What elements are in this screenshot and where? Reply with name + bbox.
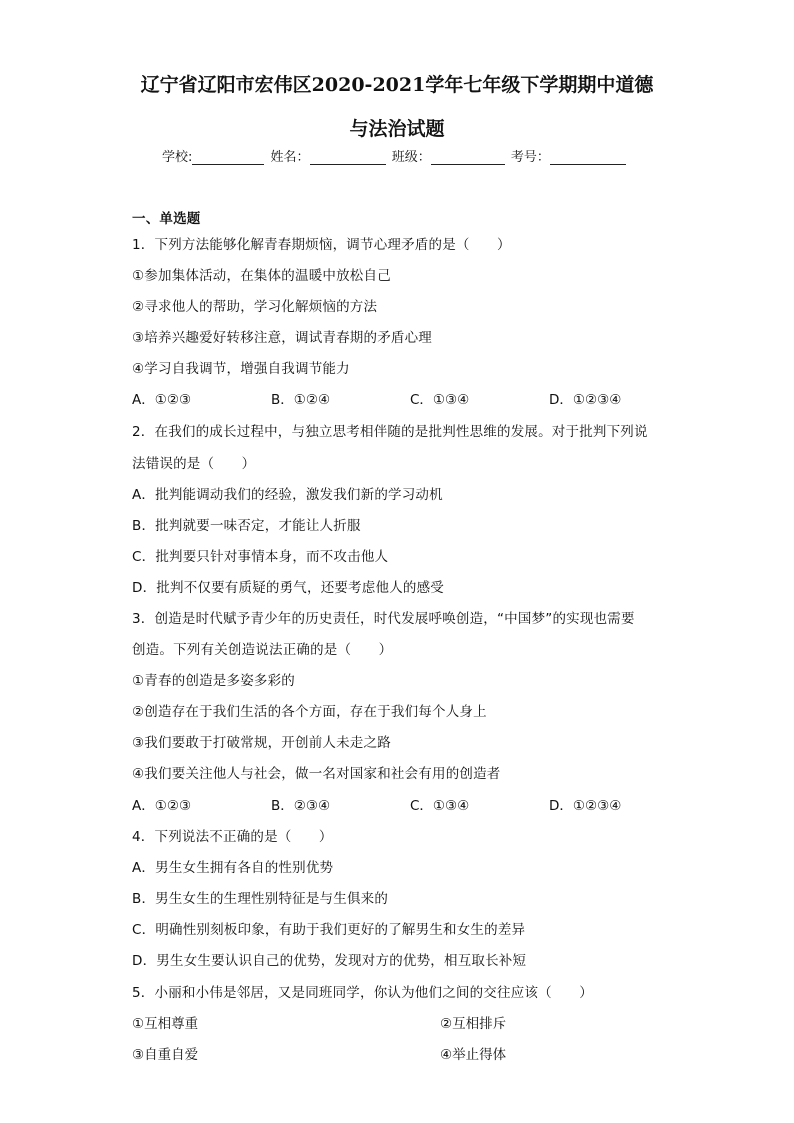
q3-stem-line1: 3．创造是时代赋予青少年的历史责任，时代发展呼唤创造，“中国梦”的实现也需要 bbox=[132, 611, 635, 627]
q4-option-b: B．男生女生的生理性别特征是与生俱来的 bbox=[132, 891, 389, 907]
q1-item-4: ④学习自我调节，增强自我调节能力 bbox=[132, 361, 350, 377]
q1-item-1: ①参加集体活动，在集体的温暖中放松自己 bbox=[132, 268, 391, 284]
q2-option-a: A．批判能调动我们的经验，激发我们新的学习动机 bbox=[132, 487, 443, 503]
q2-stem-line2: 法错误的是（ ） bbox=[132, 456, 256, 472]
q5-item-4: ④举止得体 bbox=[440, 1047, 507, 1063]
school-blank bbox=[192, 150, 264, 165]
q1-stem: 1．下列方法能够化解青春期烦恼，调节心理矛盾的是（ ） bbox=[132, 237, 511, 253]
school-label: 学校: bbox=[162, 150, 193, 165]
section-heading: 一、单选题 bbox=[132, 211, 201, 227]
q2-option-c: C．批判要只针对事情本身，而不攻击他人 bbox=[132, 549, 389, 565]
q3-stem-line2: 创造。下列有关创造说法正确的是（ ） bbox=[132, 642, 393, 658]
q1-option-a: A．①②③ bbox=[132, 392, 192, 408]
q5-item-1: ①互相尊重 bbox=[132, 1016, 199, 1032]
q1-item-3: ③培养兴趣爱好转移注意，调试青春期的矛盾心理 bbox=[132, 330, 433, 346]
q3-item-2: ②创造存在于我们生活的各个方面，存在于我们每个人身上 bbox=[132, 704, 487, 720]
document-title-line1: 辽宁省辽阳市宏伟区2020-2021学年七年级下学期期中道德 bbox=[140, 74, 654, 96]
document-title-line2: 与法治试题 bbox=[349, 118, 445, 140]
class-label: 班级： bbox=[391, 150, 431, 165]
q3-item-3: ③我们要敢于打破常规，开创前人未走之路 bbox=[132, 735, 391, 751]
q2-option-d: D．批判不仅要有质疑的勇气，还要考虑他人的感受 bbox=[132, 580, 444, 596]
q3-option-c: C．①③④ bbox=[410, 798, 470, 814]
q5-item-2: ②互相排斥 bbox=[440, 1016, 507, 1032]
q4-option-c: C．明确性别刻板印象，有助于我们更好的了解男生和女生的差异 bbox=[132, 922, 526, 938]
q3-item-4: ④我们要关注他人与社会，做一名对国家和社会有用的创造者 bbox=[132, 766, 501, 782]
q1-option-d: D．①②③④ bbox=[549, 392, 622, 408]
q1-option-c: C．①③④ bbox=[410, 392, 470, 408]
q3-option-b: B．②③④ bbox=[271, 798, 331, 814]
student-info-fields bbox=[162, 146, 628, 165]
name-blank bbox=[310, 150, 386, 165]
q3-option-a: A．①②③ bbox=[132, 798, 192, 814]
q3-option-d: D．①②③④ bbox=[549, 798, 622, 814]
q1-item-2: ②寻求他人的帮助，学习化解烦恼的方法 bbox=[132, 299, 378, 315]
q2-option-b: B．批判就要一味否定，才能让人折服 bbox=[132, 518, 361, 534]
q4-option-a: A．男生女生拥有各自的性别优势 bbox=[132, 860, 334, 876]
q4-stem: 4．下列说法不正确的是（ ） bbox=[132, 829, 333, 845]
q2-stem-line1: 2．在我们的成长过程中，与独立思考相伴随的是批判性思维的发展。对于批判下列说 bbox=[132, 424, 648, 440]
q5-stem: 5．小丽和小伟是邻居，又是同班同学，你认为他们之间的交往应该（ ） bbox=[132, 985, 593, 1001]
q3-item-1: ①青春的创造是多姿多彩的 bbox=[132, 673, 296, 689]
q5-item-3: ③自重自爱 bbox=[132, 1047, 199, 1063]
q1-option-b: B．①②④ bbox=[271, 392, 331, 408]
exam-number-blank bbox=[550, 150, 626, 165]
q4-option-d: D．男生女生要认识自己的优势，发现对方的优势，相互取长补短 bbox=[132, 953, 527, 969]
name-label: 姓名： bbox=[270, 150, 310, 165]
exam-number-label: 考号： bbox=[510, 150, 550, 165]
class-blank bbox=[431, 150, 505, 165]
